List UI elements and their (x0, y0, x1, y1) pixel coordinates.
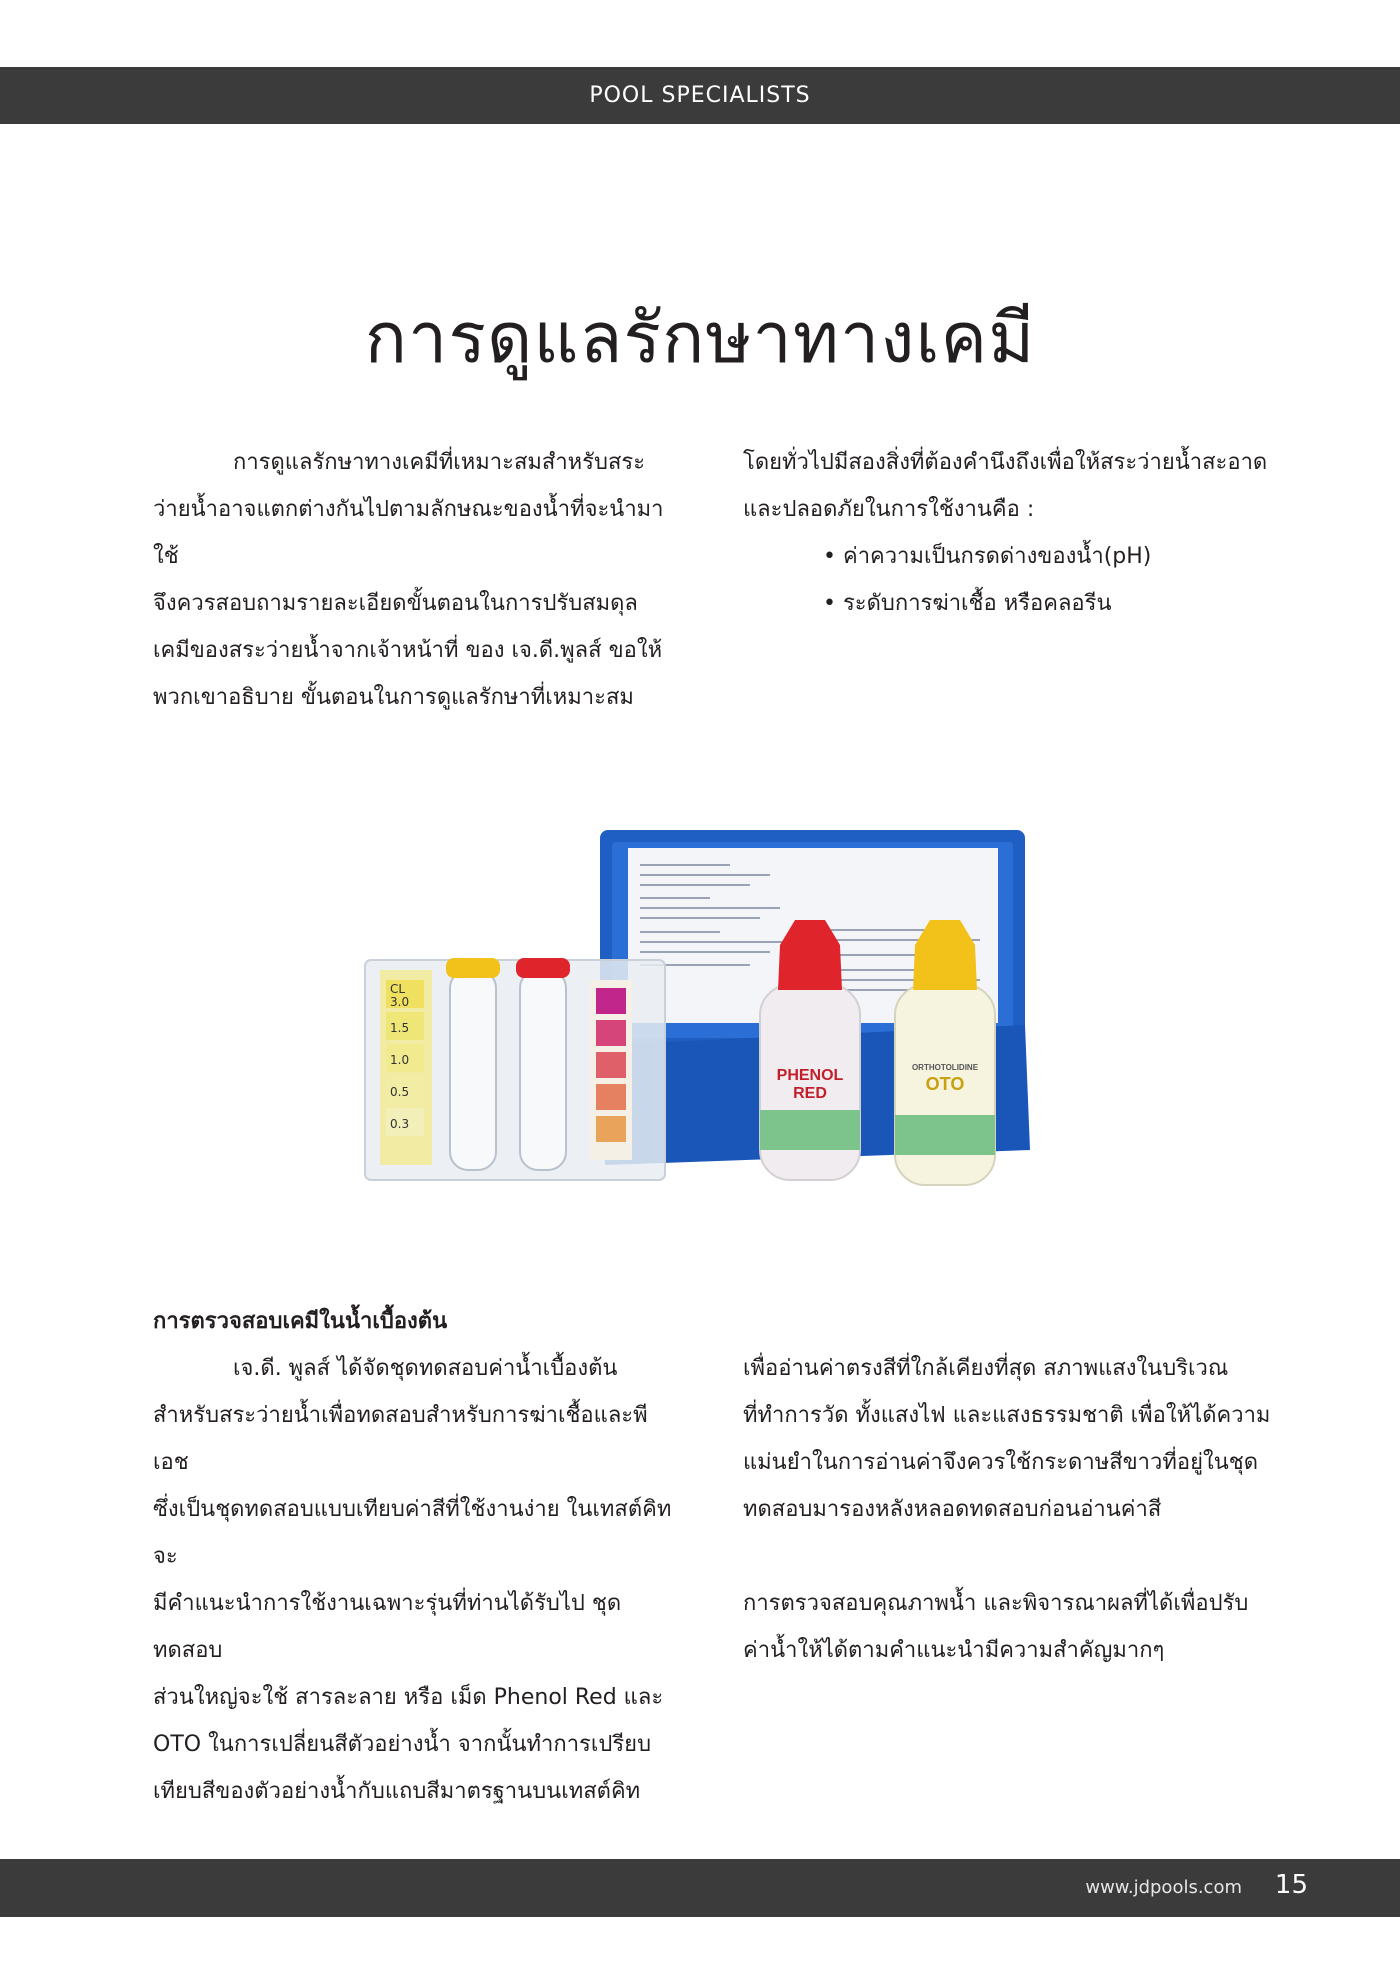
page-number: 15 (1274, 1870, 1308, 1900)
footer-bar (0, 1859, 1400, 1917)
intro-left-line: เคมีของสระว่ายน้ำจากเจ้าหน้าที่ ของ เจ.ดี.พูลส์ ขอให้ (153, 638, 663, 663)
phenol-bottle-label: PHENOL (776, 1067, 844, 1084)
body-right-column (743, 1345, 1283, 1674)
oto-bottle-label: OTO (925, 1074, 965, 1094)
ph-swatch (596, 1020, 626, 1046)
body-right-line: ทดสอบมารองหลังหลอดทดสอบก่อนอ่านค่าสี (743, 1497, 1162, 1522)
phenol-bottle-label: RED (793, 1085, 827, 1102)
scale-label: 3.0 (390, 995, 410, 1009)
body-right-line: ที่ทำการวัด ทั้งแสงไฟ และแสงธรรมชาติ เพื่อให้ได้ความ (743, 1403, 1271, 1428)
scale-label: 0.5 (390, 1085, 410, 1099)
intro-left-column (153, 439, 673, 721)
oto-label-band (895, 1115, 995, 1155)
body-left-line: สำหรับสระว่ายน้ำเพื่อทดสอบสำหรับการฆ่าเชื้อและพีเอช (153, 1403, 648, 1475)
scale-label: 1.5 (390, 1021, 410, 1035)
paragraph-gap (743, 1533, 1283, 1580)
body-left-line: ส่วนใหญ่จะใช้ สารละลาย หรือ เม็ด Phenol Red และ (153, 1685, 664, 1710)
intro-right-line: และปลอดภัยในการใช้งานคือ : (743, 497, 1035, 522)
intro-right-line: โดยทั่วไปมีสองสิ่งที่ต้องคำนึงถึงเพื่อให้สระว่ายน้ำสะอาด (743, 450, 1268, 475)
intro-right-column (743, 439, 1283, 627)
body-right-line: แม่นยำในการอ่านค่าจึงควรใช้กระดาษสีขาวที่อยู่ในชุด (743, 1450, 1258, 1475)
section-heading: การตรวจสอบเคมีในน้ำเบื้องต้น (153, 1309, 448, 1334)
test-tube-left (450, 970, 496, 1170)
body-left-line: OTO ในการเปลี่ยนสีตัวอย่างน้ำ จากนั้นทำการเปรียบ (153, 1732, 652, 1757)
body-right-line: การตรวจสอบคุณภาพน้ำ และพิจารณาผลที่ได้เพื่อปรับ (743, 1591, 1249, 1616)
body-left-line: เทียบสีของตัวอย่างน้ำกับแถบสีมาตรฐานบนเทสต์คิท (153, 1779, 641, 1804)
body-left-line: ซึ่งเป็นชุดทดสอบแบบเทียบค่าสีที่ใช้งานง่าย ในเทสต์คิทจะ (153, 1497, 672, 1569)
intro-left-line: จึงควรสอบถามรายละเอียดขั้นตอนในการปรับสมดุล (153, 591, 638, 616)
body-left-column (153, 1345, 673, 1815)
page-title: การดูแลรักษาทางเคมี (364, 297, 1036, 379)
phenol-label-band (760, 1110, 860, 1150)
oto-bottle-sublabel: ORTHOTOLIDINE (911, 1063, 979, 1072)
ph-swatch (596, 1052, 626, 1078)
test-tube-right (520, 970, 566, 1170)
header-title: POOL SPECIALISTS (589, 83, 811, 108)
body-left-line: เจ.ดี. พูลส์ ได้จัดชุดทดสอบค่าน้ำเบื้องต้น (233, 1356, 618, 1381)
bullet-item-chlorine: • ระดับการฆ่าเชื้อ หรือคลอรีน (823, 580, 1283, 627)
bullet-item-ph: • ค่าความเป็นกรดด่างของน้ำ(pH) (823, 533, 1283, 580)
red-tube-cap (516, 958, 570, 978)
body-left-line: มีคำแนะนำการใช้งานเฉพาะรุ่นที่ท่านได้รับไป ชุดทดสอบ (153, 1591, 622, 1663)
ph-swatch (596, 988, 626, 1014)
footer-url[interactable]: www.jdpools.com (1085, 1877, 1242, 1898)
header-bar (0, 67, 1400, 124)
intro-left-line: การดูแลรักษาทางเคมีที่เหมาะสมสำหรับสระ (233, 450, 646, 475)
body-right-line: ค่าน้ำให้ได้ตามคำแนะนำมีความสำคัญมากๆ (743, 1638, 1165, 1663)
scale-label: 1.0 (390, 1053, 410, 1067)
ph-swatch (596, 1084, 626, 1110)
scale-label: CL (390, 982, 406, 996)
body-right-line: เพื่ออ่านค่าตรงสีที่ใกล้เคียงที่สุด สภาพแสงในบริเวณ (743, 1356, 1229, 1381)
scale-label: 0.3 (390, 1117, 410, 1131)
bullet-list (743, 533, 1283, 627)
intro-left-line: ว่ายน้ำอาจแตกต่างกันไปตามลักษณะของน้ำที่จะนำมาใช้ (153, 497, 664, 569)
intro-left-line: พวกเขาอธิบาย ขั้นตอนในการดูแลรักษาที่เหมาะสม (153, 685, 634, 710)
yellow-tube-cap (446, 958, 500, 978)
ph-swatch (596, 1116, 626, 1142)
test-kit-image (350, 820, 1050, 1220)
